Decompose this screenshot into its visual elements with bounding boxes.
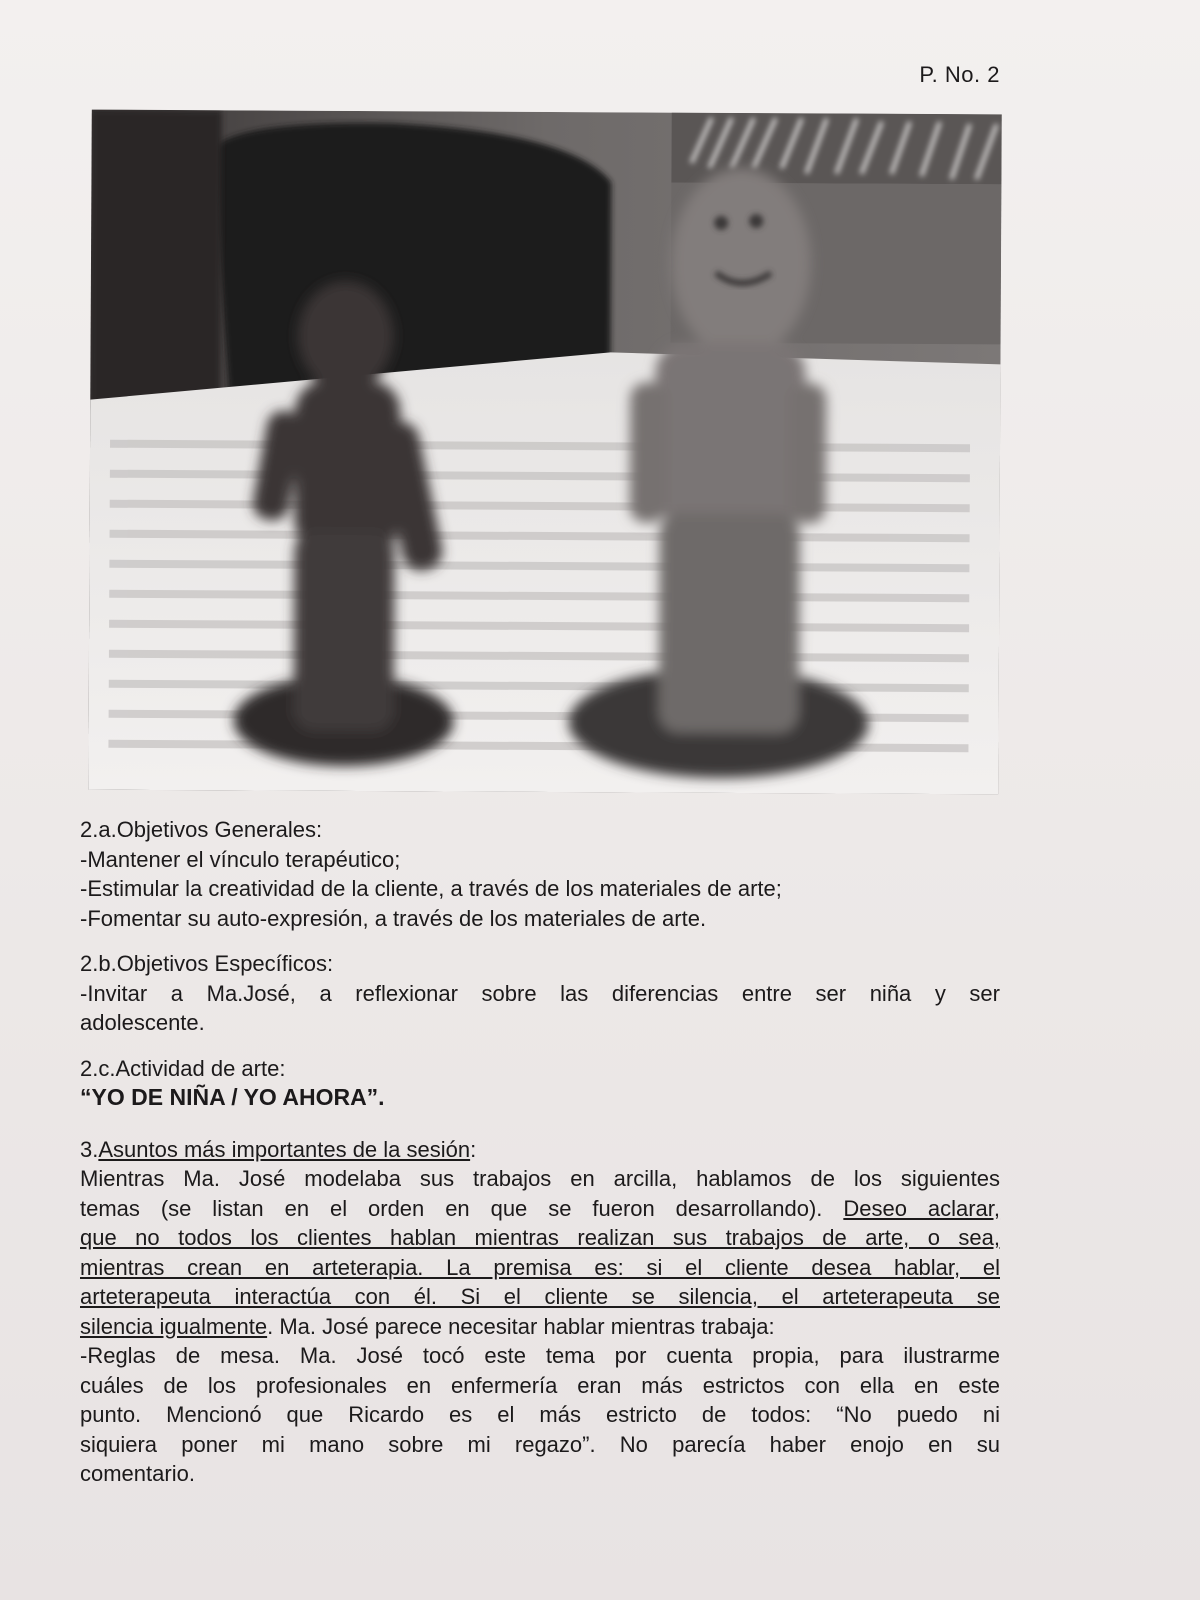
body-text <box>80 815 1000 1505</box>
underlined-line: mientras crean en arteterapia. La premisa es: si el cliente desea hablar, el <box>80 1254 1000 1280</box>
section-3-number: 3. <box>80 1136 99 1162</box>
section-3-colon: : <box>470 1136 477 1162</box>
section-2c <box>80 1054 1000 1113</box>
underlined-text: Deseo aclarar, <box>843 1195 1001 1221</box>
underlined-text: silencia igualmente <box>80 1313 268 1339</box>
list-item: -Fomentar su auto-expresión, a través de los materiales de arte. <box>80 905 707 931</box>
section-3 <box>80 1135 1000 1489</box>
paragraph-text: temas (se listan en el orden en que se fueron desarrollando). <box>80 1195 844 1221</box>
section-3-heading: Asuntos más importantes de la sesión <box>98 1136 471 1162</box>
section-2c-heading: 2.c.Actividad de arte: <box>80 1055 286 1081</box>
clay-figures-photo <box>88 110 1002 795</box>
paragraph-line: comentario. <box>80 1461 195 1486</box>
paragraph-line: -Reglas de mesa. Ma. José tocó este tema por cuenta propia, para ilustrarme <box>80 1343 1000 1368</box>
paragraph-line: Mientras Ma. José modelaba sus trabajos en arcilla, hablamos de los siguientes <box>80 1166 1000 1191</box>
paragraph-text: . Ma. José parece necesitar hablar mientras trabaja: <box>267 1313 775 1339</box>
section-2b-line: adolescente. <box>80 1010 205 1035</box>
section-2a <box>80 815 1000 933</box>
section-2a-heading: 2.a.Objetivos Generales: <box>80 817 323 842</box>
paragraph-line <box>80 1194 1000 1224</box>
paragraph-line: cuáles de los profesionales en enfermería eran más estrictos con ella en este <box>80 1372 1000 1398</box>
paragraph-line <box>80 1312 1000 1342</box>
paragraph-line: punto. Mencionó que Ricardo es el más estricto de todos: “No puedo ni <box>80 1402 1000 1427</box>
section-2b <box>80 949 1000 1038</box>
activity-title: “YO DE NIÑA / YO AHORA”. <box>80 1084 385 1110</box>
page-number: P. No. 2 <box>919 62 1000 87</box>
section-2b-line: -Invitar a Ma.José, a reflexionar sobre las diferencias entre ser niña y ser <box>80 980 1000 1006</box>
list-item: -Mantener el vínculo terapéutico; <box>80 846 401 872</box>
section-2b-heading: 2.b.Objetivos Específicos: <box>80 951 334 976</box>
paragraph-line: siquiera poner mi mano sobre mi regazo”. No parecía haber enojo en su <box>80 1431 1000 1457</box>
underlined-line: arteterapeuta interactúa con él. Si el cliente se silencia, el arteterapeuta se <box>80 1284 1000 1309</box>
underlined-line: que no todos los clientes hablan mientras realizan sus trabajos de arte, o sea, <box>80 1225 1000 1250</box>
list-item: -Estimular la creatividad de la cliente, a través de los materiales de arte; <box>80 876 782 901</box>
section-3-heading-line <box>80 1135 1000 1165</box>
